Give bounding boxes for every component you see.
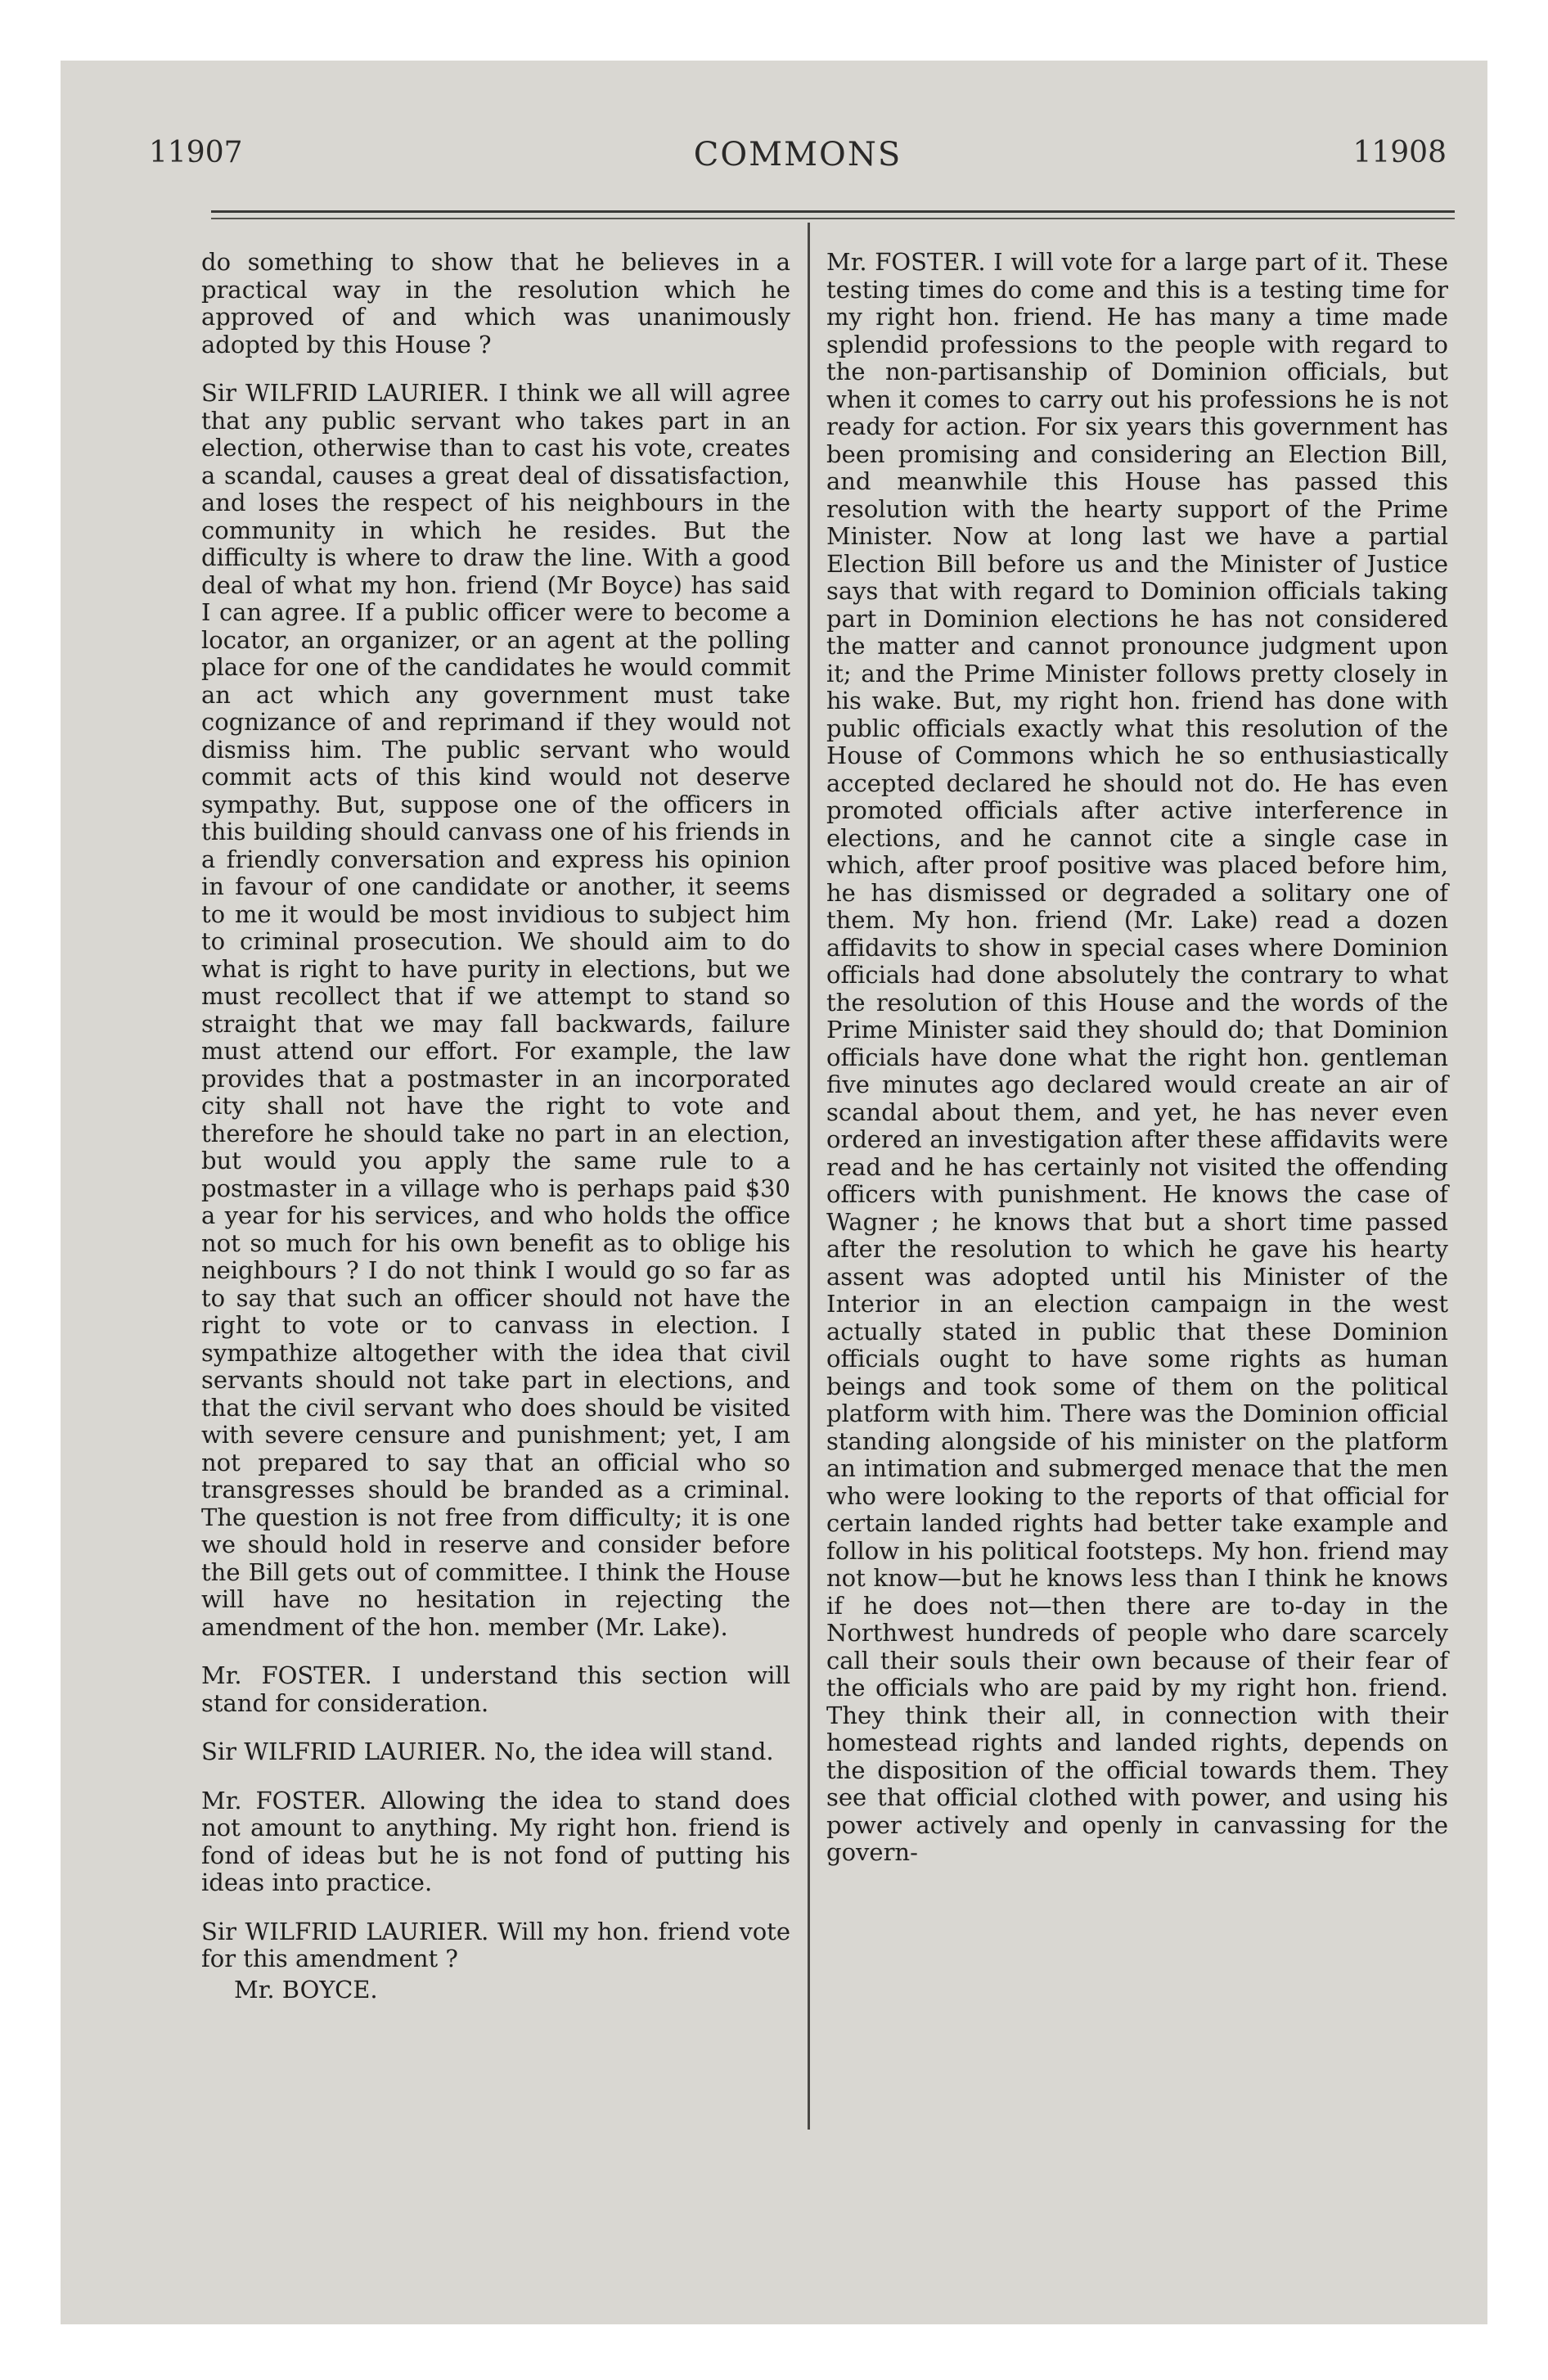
paragraph: Mr. FOSTER. Allowing the idea to stand does not amount to anything. My right hon. friend is fond of ideas but he is not fond of putting his ideas into practice. <box>201 1786 790 1896</box>
paragraph: Mr. FOSTER. I understand this section will stand for consideration. <box>201 1661 790 1717</box>
running-title: COMMONS <box>693 136 902 174</box>
left-column <box>201 249 790 2004</box>
column-divider <box>808 223 810 2130</box>
paragraph: Mr. FOSTER. I will vote for a large part of it. These testing times do come and this is a testing time for my right hon. friend. He has many a time made splendid professions to the people with regard to the non-partisanship of Dominion officials, but when it comes to carry out his professions he is not ready for action. For six years this government has been promising and considering an Election Bill, and meanwhile this House has passed this resolution with the hearty support of the Prime Minister. Now at long last we have a partial Election Bill before us and the Minister of Justice says that with regard to Dominion officials taking part in Dominion elections he has not considered the matter and cannot pronounce judgment upon it; and the Prime Minister follows pretty closely in his wake. But, my right hon. friend has done with public officials exactly what this resolution of the House of Commons which he so enthusiastically accepted declared he should not do. He has even promoted officials after active interference in elections, and he cannot cite a single case in which, after proof positive was placed before him, he has dismissed or degraded a solitary one of them. My hon. friend (Mr. Lake) read a dozen affidavits to show in special cases where Dominion officials had done absolutely the contrary to what the resolution of this House and the words of the Prime Minister said they should do; that Dominion officials have done what the right hon. gentleman five minutes ago declared would create an air of scandal about them, and yet, he has never even ordered an investigation after these affidavits were read and he has certainly not visited the offending officers with punishment. He knows the case of Wagner ; he knows that but a short time passed after the resolution to which he gave his hearty assent was adopted until his Minister of the Interior in an election campaign in the west actually stated in public that these Dominion officials ought to have some rights as human beings and took some of them on the political platform with him. There was the Dominion official standing alongside of his minister on the platform an intimation and submerged menace that the men who were looking to the reports of that official for certain landed rights had better take example and follow in his political footsteps. My hon. friend may not know—but he knows less than I think he knows if he does not—then there are to-day in the Northwest hundreds of people who dare scarcely call their souls their own because of their fear of the officials who are paid by my right hon. friend. They think their all, in connection with their homestead rights and landed rights, depends on the disposition of the official towards them. They see that official clothed with power, and using his power actively and openly in canvassing for the govern- <box>826 248 1448 1866</box>
paragraph: Sir WILFRID LAURIER. I think we all will agree that any public servant who takes part in an election, otherwise than to cast his vote, creates a scandal, causes a great deal of dissatisfaction, and loses the respect of his neighbours in the community in which he resides. But the difficulty is where to draw the line. With a good deal of what my hon. friend (Mr Boyce) has said I can agree. If a public officer were to become a locator, an organizer, or an agent at the polling place for one of the candidates he would commit an act which any government must take cognizance of and reprimand if they would not dismiss him. The public servant who would commit acts of this kind would not deserve sympathy. But, suppose one of the officers in this building should canvass one of his friends in a friendly conversation and express his opinion in favour of one candidate or another, it seems to me it would be most invidious to subject him to criminal prosecution. We should aim to do what is right to have purity in elections, but we must recollect that if we attempt to stand so straight that we may fall backwards, failure must attend our effort. For example, the law provides that a postmaster in an incorporated city shall not have the right to vote and therefore he should take no part in an election, but would you apply the same rule to a postmaster in a village who is perhaps paid $30 a year for his services, and who holds the office not so much for his own benefit as to oblige his neighbours ? I do not think I would go so far as to say that such an officer should not have the right to vote or to canvass in election. I sympathize altogether with the idea that civil servants should not take part in elections, and that the civil servant who does should be visited with severe censure and punishment; yet, I am not prepared to say that an official who so transgresses should be branded as a criminal. The question is not free from difficulty; it is one we should hold in reserve and consider before the Bill gets out of committee. I think the House will have no hesitation in rejecting the amendment of the hon. member (Mr. Lake). <box>201 379 790 1641</box>
header-rule-top <box>211 210 1455 213</box>
paragraph: do something to show that he believes in a practical way in the resolution which he approved of and which was unanimously adopted by this House ? <box>201 248 790 358</box>
page-number-left: 11907 <box>149 136 243 169</box>
page-header <box>149 136 1447 185</box>
paragraph: Sir WILFRID LAURIER. No, the idea will stand. <box>201 1738 774 1765</box>
page-number-right: 11908 <box>1352 136 1447 169</box>
speaker-line: Mr. BOYCE. <box>234 1975 378 2004</box>
header-rule-bottom <box>211 218 1455 219</box>
right-column <box>826 249 1448 1867</box>
paragraph: Sir WILFRID LAURIER. Will my hon. friend vote for this amendment ? <box>201 1917 790 1972</box>
